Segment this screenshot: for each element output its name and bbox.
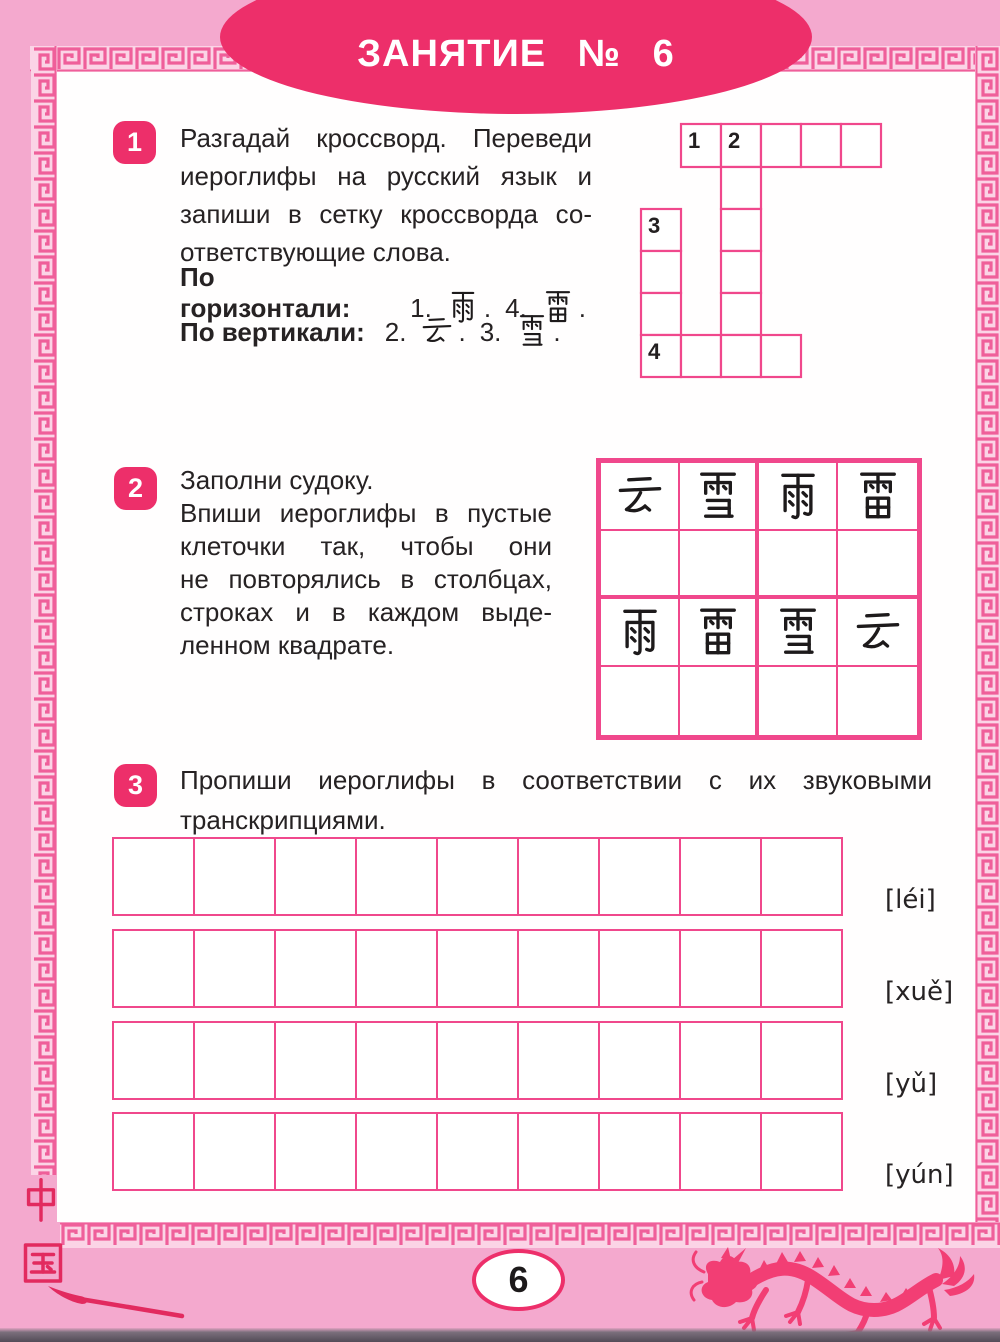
meander-unit <box>34 387 54 407</box>
practice-cell[interactable] <box>519 931 600 1006</box>
meander-unit <box>34 855 54 875</box>
task3-instructions <box>180 760 932 840</box>
task1-number-badge: 1 <box>113 121 156 164</box>
meander-unit <box>34 231 54 251</box>
meander-unit <box>219 1225 239 1245</box>
practice-cell[interactable] <box>519 1023 600 1098</box>
meander-border-bottom <box>60 1222 1000 1248</box>
clue-item <box>385 312 466 348</box>
meander-unit <box>34 153 54 173</box>
practice-cell[interactable] <box>438 1114 519 1189</box>
practice-cell[interactable] <box>762 839 841 914</box>
meander-unit <box>977 127 997 147</box>
task2-instructions <box>180 464 552 662</box>
meander-unit <box>813 49 833 69</box>
meander-unit <box>977 179 997 199</box>
crossword-cell[interactable] <box>721 251 761 293</box>
task2-number-badge: 2 <box>114 467 157 510</box>
meander-unit <box>973 1225 993 1245</box>
meander-unit <box>977 491 997 511</box>
practice-cell[interactable] <box>114 839 195 914</box>
hanzi-雪 <box>690 468 746 524</box>
meander-unit <box>85 49 105 69</box>
crossword-cell[interactable] <box>721 124 761 167</box>
meander-unit <box>583 1225 603 1245</box>
meander-unit <box>34 361 54 381</box>
instruction-line: не повторялись в столбцах, <box>180 564 552 594</box>
meander-unit <box>34 725 54 745</box>
instruction-line: иероглифы на русский язык и <box>180 161 592 191</box>
instruction-line: Пропиши иероглифы в соответствии с их звуковыми <box>180 765 932 795</box>
instruction-line: транскрипциями. <box>180 805 386 835</box>
meander-unit <box>34 1011 54 1031</box>
sudoku-empty-cell[interactable] <box>759 667 838 735</box>
page-number: 6 <box>508 1259 529 1300</box>
meander-unit <box>34 491 54 511</box>
meander-unit <box>865 49 885 69</box>
meander-border-right <box>975 46 1000 1248</box>
meander-unit <box>977 725 997 745</box>
meander-unit <box>557 1225 577 1245</box>
sudoku-empty-cell[interactable] <box>838 667 917 735</box>
hanzi-国 <box>26 1245 61 1281</box>
meander-unit <box>977 777 997 797</box>
crossword-cell[interactable] <box>721 293 761 335</box>
meander-unit <box>977 855 997 875</box>
meander-unit <box>34 1063 54 1083</box>
crossword-cell-number: 2 <box>728 128 741 153</box>
meander-unit <box>635 1225 655 1245</box>
meander-unit <box>977 699 997 719</box>
pinyin-label: [yǔ] <box>885 1069 938 1099</box>
instruction-line: Разгадай кроссворд. Переведи <box>180 123 592 153</box>
sudoku-given-cell <box>838 463 917 531</box>
practice-cell[interactable] <box>357 931 438 1006</box>
brush-icon <box>44 1282 189 1320</box>
meander-unit <box>977 465 997 485</box>
meander-unit <box>34 127 54 147</box>
meander-unit <box>977 1011 997 1031</box>
meander-unit <box>59 49 79 69</box>
meander-unit <box>34 283 54 303</box>
meander-unit <box>791 1225 811 1245</box>
sudoku-empty-cell[interactable] <box>838 531 917 599</box>
meander-unit <box>34 1141 54 1161</box>
meander-unit <box>977 101 997 121</box>
instruction-line: ленном квадрате. <box>180 630 395 660</box>
hanzi-云 <box>612 468 668 524</box>
meander-unit <box>977 647 997 667</box>
sudoku-given-cell <box>759 463 838 531</box>
page-title: ЗАНЯТИЕ № 6 <box>357 32 675 75</box>
task3-number-badge: 3 <box>114 764 157 807</box>
meander-unit <box>34 309 54 329</box>
sudoku-given-cell <box>680 599 759 667</box>
practice-cell[interactable] <box>681 931 762 1006</box>
crossword-cell[interactable] <box>721 209 761 251</box>
meander-unit <box>977 1141 997 1161</box>
meander-unit <box>34 517 54 537</box>
crossword-cell[interactable] <box>641 251 681 293</box>
crossword-cell[interactable] <box>761 335 801 377</box>
meander-unit <box>111 49 131 69</box>
meander-unit <box>977 205 997 225</box>
crossword-cell-number: 1 <box>688 128 701 153</box>
practice-cell[interactable] <box>276 1114 357 1189</box>
meander-unit <box>34 49 54 69</box>
meander-unit <box>977 1193 997 1213</box>
meander-unit <box>349 1225 369 1245</box>
practice-cell[interactable] <box>195 931 276 1006</box>
crossword-down-clues <box>180 312 600 348</box>
clue-period: . <box>483 293 492 323</box>
meander-unit <box>34 465 54 485</box>
meander-unit <box>739 1225 759 1245</box>
meander-unit <box>271 1225 291 1245</box>
practice-cell[interactable] <box>600 839 681 914</box>
meander-unit <box>505 1225 525 1245</box>
sudoku-empty-cell[interactable] <box>680 531 759 599</box>
clue-item <box>480 312 561 348</box>
meander-unit <box>977 309 997 329</box>
instruction-line: запиши в сетку кроссворда со- <box>180 199 592 229</box>
meander-unit <box>34 621 54 641</box>
meander-unit <box>401 1225 421 1245</box>
meander-unit <box>891 49 911 69</box>
meander-unit <box>34 569 54 589</box>
down-label: По вертикали: <box>180 317 365 347</box>
meander-unit <box>34 881 54 901</box>
across-label: По горизонтали: <box>180 262 351 323</box>
meander-unit <box>977 361 997 381</box>
meander-unit <box>427 1225 447 1245</box>
hanzi-雷 <box>850 468 906 524</box>
meander-unit <box>661 1225 681 1245</box>
sudoku-empty-cell[interactable] <box>601 667 680 735</box>
meander-unit <box>977 153 997 173</box>
practice-row <box>112 929 843 1008</box>
instruction-line: ответствующие слова. <box>180 237 451 267</box>
meander-border-left <box>31 46 57 1175</box>
meander-unit <box>843 1225 863 1245</box>
meander-unit <box>977 543 997 563</box>
practice-row <box>112 1021 843 1100</box>
practice-cell[interactable] <box>519 1114 600 1189</box>
meander-unit <box>34 985 54 1005</box>
meander-unit <box>977 673 997 693</box>
meander-unit <box>34 699 54 719</box>
practice-cell[interactable] <box>762 931 841 1006</box>
crossword-grid <box>639 122 886 380</box>
meander-unit <box>189 49 209 69</box>
meander-unit <box>977 1037 997 1057</box>
meander-unit <box>977 1167 997 1187</box>
meander-unit <box>977 569 997 589</box>
practice-cell[interactable] <box>762 1023 841 1098</box>
clue-number: 2. <box>384 317 407 347</box>
crossword-cell[interactable] <box>721 167 761 209</box>
scan-edge-bar <box>0 1328 1000 1342</box>
meander-unit <box>817 1225 837 1245</box>
sudoku-given-cell <box>601 463 680 531</box>
clue-period: . <box>578 293 586 323</box>
crossword-cell[interactable] <box>761 124 801 167</box>
meander-unit <box>34 803 54 823</box>
crossword-cell[interactable] <box>721 335 761 377</box>
sudoku-given-cell <box>759 599 838 667</box>
practice-cell[interactable] <box>114 931 195 1006</box>
meander-unit <box>839 49 859 69</box>
meander-unit <box>34 907 54 927</box>
meander-unit <box>34 595 54 615</box>
crossword-cell-number: 4 <box>648 339 661 364</box>
meander-unit <box>895 1225 915 1245</box>
meander-unit <box>34 439 54 459</box>
meander-unit <box>765 1225 785 1245</box>
meander-unit <box>977 413 997 433</box>
clue-number: 4. <box>505 293 527 323</box>
meander-unit <box>479 1225 499 1245</box>
meander-unit <box>115 1225 135 1245</box>
sudoku-given-cell <box>601 599 680 667</box>
meander-unit <box>163 49 183 69</box>
practice-cell[interactable] <box>600 1114 681 1189</box>
crossword-cell[interactable] <box>641 293 681 335</box>
crossword-cell[interactable] <box>681 335 721 377</box>
instruction-line: клеточки так, чтобы они <box>180 531 552 561</box>
meander-unit <box>245 1225 265 1245</box>
meander-unit <box>977 75 997 95</box>
practice-cell[interactable] <box>681 1023 762 1098</box>
pinyin-label: [yún] <box>885 1160 954 1190</box>
meander-unit <box>34 101 54 121</box>
meander-unit <box>917 49 937 69</box>
practice-cell[interactable] <box>600 1023 681 1098</box>
clue-number: 3. <box>479 317 502 347</box>
meander-unit <box>977 621 997 641</box>
meander-unit <box>977 985 997 1005</box>
practice-row <box>112 837 843 916</box>
meander-unit <box>921 1225 941 1245</box>
practice-cell[interactable] <box>519 839 600 914</box>
china-margin-characters <box>16 1176 68 1294</box>
meander-unit <box>977 231 997 251</box>
practice-cell[interactable] <box>276 931 357 1006</box>
meander-unit <box>869 1225 889 1245</box>
meander-unit <box>34 179 54 199</box>
sudoku-given-cell <box>680 463 759 531</box>
meander-unit <box>977 595 997 615</box>
meander-unit <box>297 1225 317 1245</box>
sudoku-empty-cell[interactable] <box>759 531 838 599</box>
practice-cell[interactable] <box>276 839 357 914</box>
meander-unit <box>34 751 54 771</box>
meander-unit <box>687 1225 707 1245</box>
hanzi-雨 <box>612 604 668 660</box>
meander-unit <box>167 1225 187 1245</box>
meander-unit <box>34 777 54 797</box>
practice-cell[interactable] <box>195 1114 276 1189</box>
meander-unit <box>34 1089 54 1109</box>
hanzi-中 <box>29 1180 54 1220</box>
sudoku-given-cell <box>838 599 917 667</box>
meander-unit <box>34 543 54 563</box>
hanzi-雷 <box>690 604 746 660</box>
hanzi-云 <box>850 604 906 660</box>
practice-cell[interactable] <box>114 1114 195 1189</box>
meander-unit <box>34 205 54 225</box>
meander-unit <box>609 1225 629 1245</box>
practice-cell[interactable] <box>357 1023 438 1098</box>
meander-unit <box>34 647 54 667</box>
crossword-cell[interactable] <box>641 209 681 251</box>
meander-unit <box>193 1225 213 1245</box>
page-number-oval <box>472 1249 565 1311</box>
meander-unit <box>34 1115 54 1135</box>
meander-unit <box>89 1225 109 1245</box>
practice-cell[interactable] <box>276 1023 357 1098</box>
clue-number: 1. <box>410 293 432 323</box>
practice-cell[interactable] <box>438 1023 519 1098</box>
meander-unit <box>34 673 54 693</box>
meander-unit <box>977 881 997 901</box>
sudoku-empty-cell[interactable] <box>680 667 759 735</box>
sudoku-empty-cell[interactable] <box>601 531 680 599</box>
meander-unit <box>977 933 997 953</box>
practice-cell[interactable] <box>600 931 681 1006</box>
meander-unit <box>977 283 997 303</box>
practice-cell[interactable] <box>195 1023 276 1098</box>
practice-cell[interactable] <box>438 839 519 914</box>
hanzi-雪 <box>513 312 551 350</box>
task1-instructions <box>180 119 592 271</box>
practice-cell[interactable] <box>195 839 276 914</box>
meander-unit <box>977 1115 997 1135</box>
meander-unit <box>137 49 157 69</box>
sudoku-grid <box>596 458 922 740</box>
meander-unit <box>34 829 54 849</box>
meander-unit <box>34 75 54 95</box>
meander-unit <box>977 803 997 823</box>
crossword-cell-number: 3 <box>648 213 661 238</box>
meander-unit <box>943 49 963 69</box>
meander-unit <box>977 751 997 771</box>
practice-cell[interactable] <box>357 1114 438 1189</box>
practice-cell[interactable] <box>438 931 519 1006</box>
practice-cell[interactable] <box>681 839 762 914</box>
hanzi-雨 <box>770 468 826 524</box>
pinyin-label: [xuě] <box>885 977 954 1007</box>
practice-cell[interactable] <box>357 839 438 914</box>
pinyin-label: [léi] <box>885 885 936 915</box>
crossword-cell[interactable] <box>801 124 841 167</box>
meander-unit <box>977 257 997 277</box>
practice-cell[interactable] <box>114 1023 195 1098</box>
crossword-cell[interactable] <box>641 335 681 377</box>
meander-unit <box>34 1167 54 1175</box>
meander-unit <box>141 1225 161 1245</box>
meander-unit <box>977 335 997 355</box>
meander-unit <box>977 1089 997 1109</box>
instruction-line: строках и в каждом выде- <box>180 597 552 627</box>
meander-unit <box>977 49 997 69</box>
clue-period: . <box>553 317 561 347</box>
meander-unit <box>977 959 997 979</box>
practice-cell[interactable] <box>681 1114 762 1189</box>
crossword-cell[interactable] <box>841 124 881 167</box>
meander-unit <box>977 517 997 537</box>
meander-unit <box>977 1063 997 1083</box>
meander-unit <box>531 1225 551 1245</box>
meander-unit <box>947 1225 967 1245</box>
hanzi-雪 <box>770 604 826 660</box>
practice-cell[interactable] <box>762 1114 841 1189</box>
meander-unit <box>977 439 997 459</box>
crossword-cell[interactable] <box>681 124 721 167</box>
meander-unit <box>977 829 997 849</box>
instruction-line: Заполни судоку. <box>180 465 374 495</box>
meander-unit <box>34 959 54 979</box>
hanzi-云 <box>418 312 456 350</box>
clue-period: . <box>458 317 466 347</box>
meander-unit <box>713 1225 733 1245</box>
meander-unit <box>34 335 54 355</box>
meander-unit <box>323 1225 343 1245</box>
meander-unit <box>977 907 997 927</box>
meander-unit <box>34 933 54 953</box>
meander-unit <box>977 387 997 407</box>
meander-unit <box>34 413 54 433</box>
meander-unit <box>375 1225 395 1245</box>
meander-unit <box>34 257 54 277</box>
meander-unit <box>34 1037 54 1057</box>
practice-row <box>112 1112 843 1191</box>
meander-unit <box>453 1225 473 1245</box>
instruction-line: Впиши иероглифы в пустые <box>180 498 552 528</box>
